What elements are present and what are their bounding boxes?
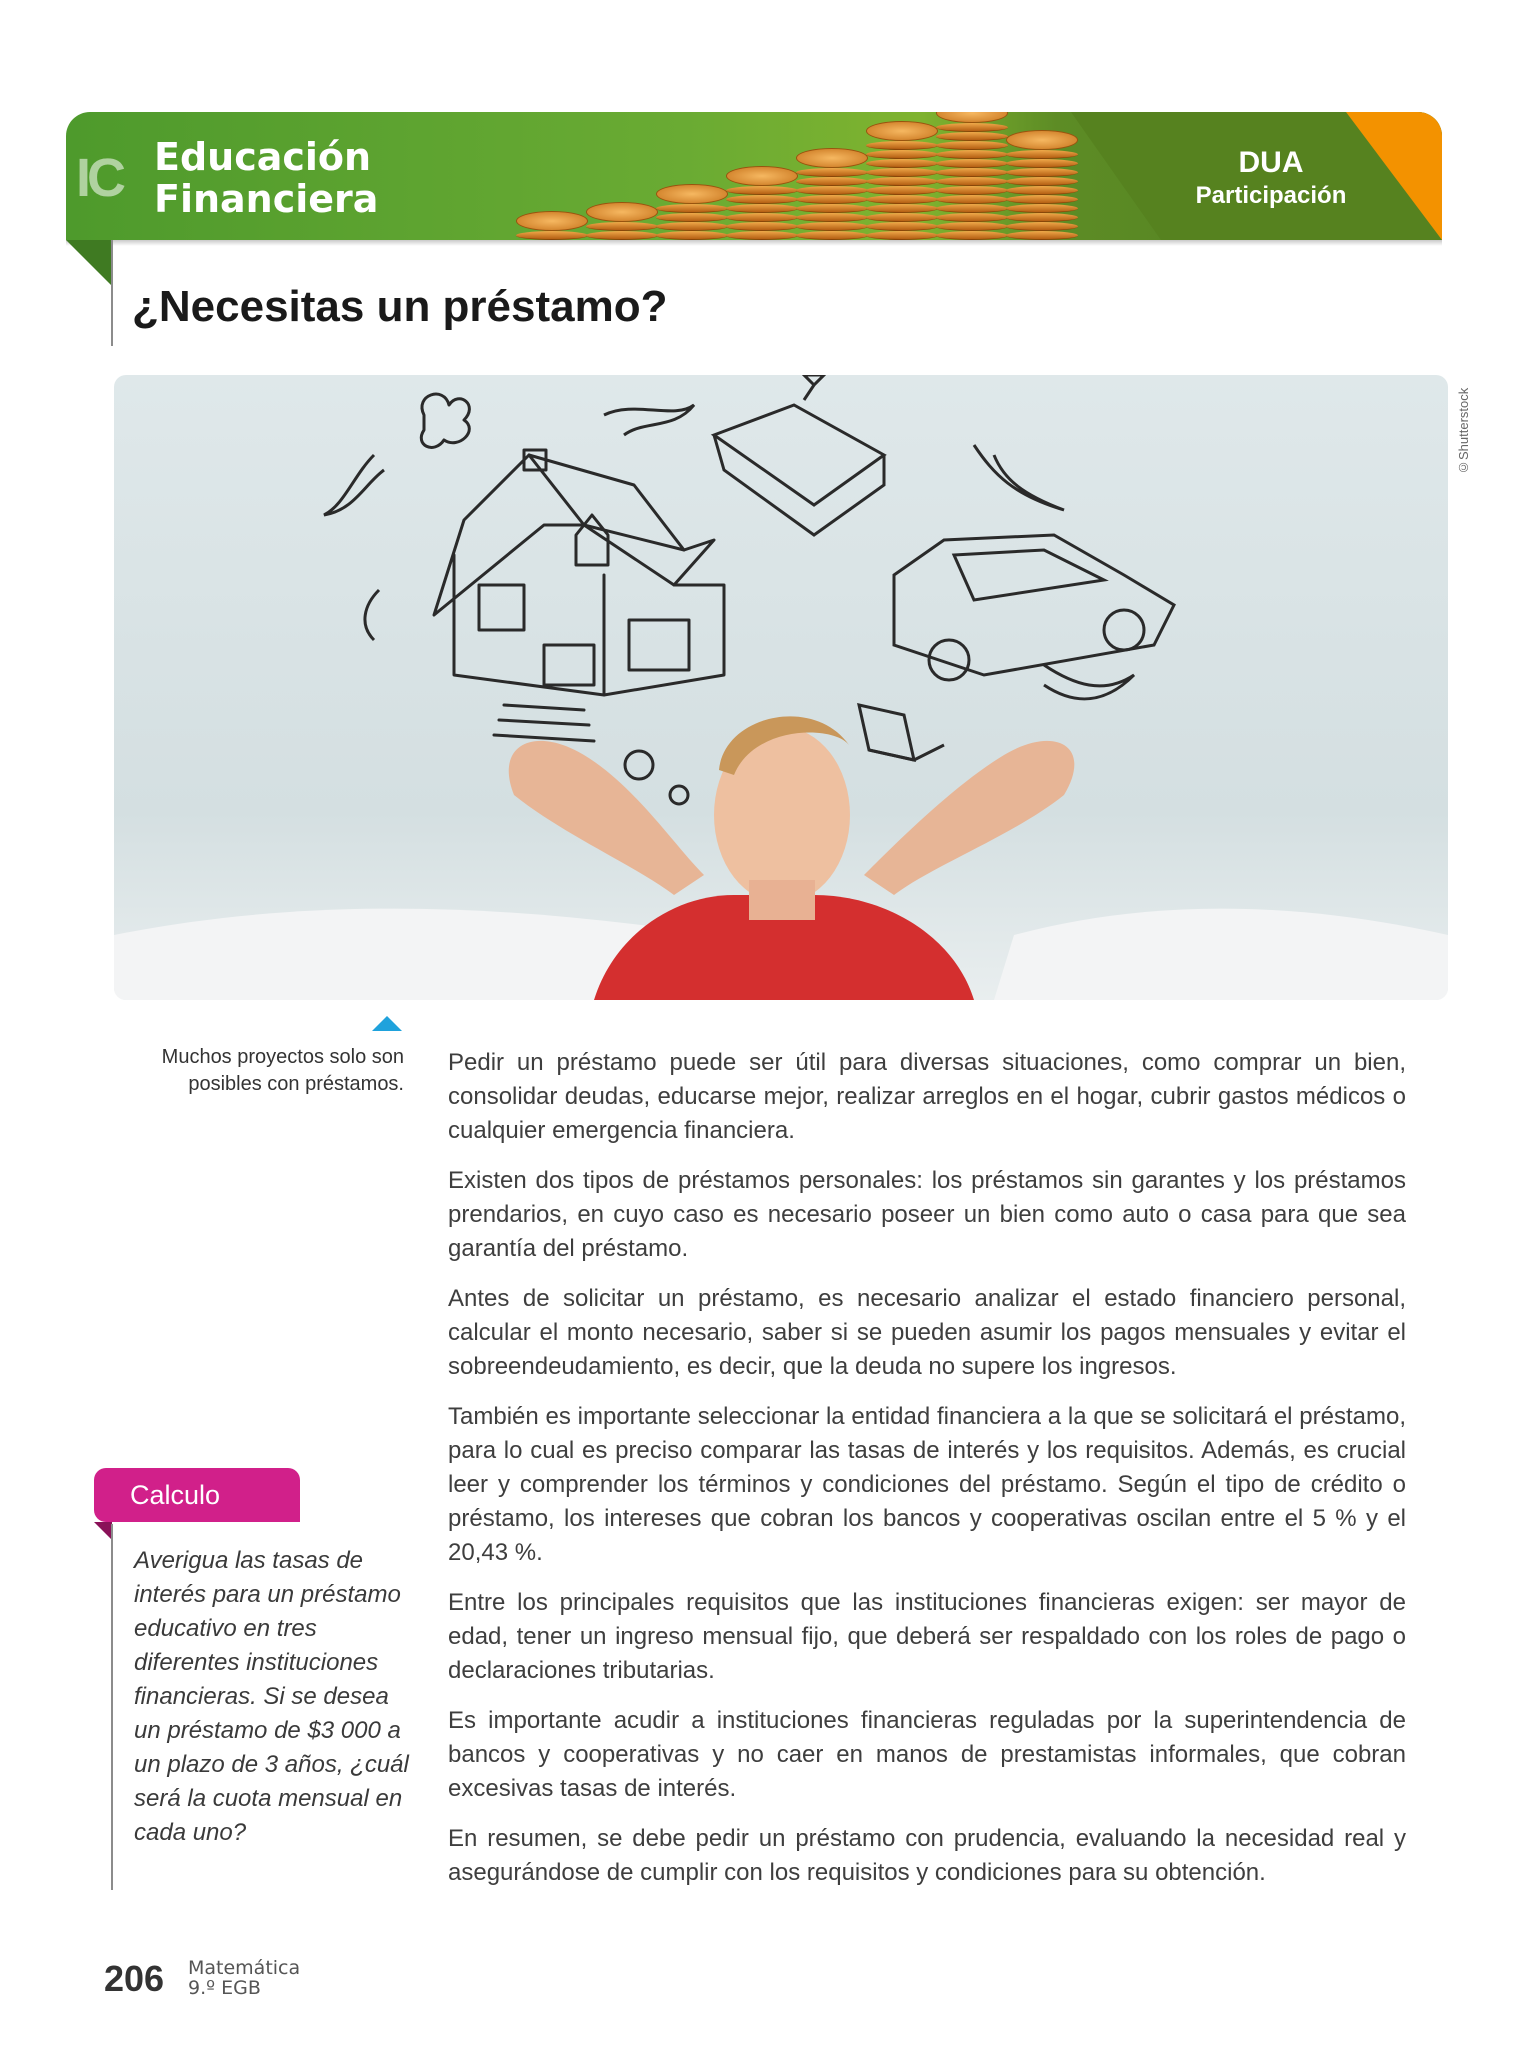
title-rule bbox=[111, 240, 113, 346]
calculo-label: Calculo bbox=[130, 1480, 221, 1510]
coin-stack bbox=[796, 148, 868, 240]
sofa-sketch bbox=[714, 375, 884, 535]
neck bbox=[749, 880, 815, 920]
coin-stack bbox=[656, 184, 728, 240]
dua-sub-label: Participación bbox=[1195, 182, 1347, 209]
white-cushion-right bbox=[994, 909, 1448, 1000]
header-banner bbox=[66, 112, 1442, 240]
paragraph: Antes de solicitar un préstamo, es necesario analizar el estado financiero personal, calcular el monto necesario, saber si se pueden asumir los pagos mensuales y evitar el sobreendeudamiento, es decir, que la deuda no supere los ingresos. bbox=[448, 1285, 1406, 1380]
page-title: ¿Necesitas un préstamo? bbox=[132, 282, 668, 331]
banner-fold bbox=[66, 240, 111, 285]
steps bbox=[494, 705, 594, 741]
photo-illustration bbox=[114, 375, 1448, 1000]
coin-stack bbox=[866, 121, 938, 240]
photo-caption: Muchos proyectos solo son posibles con préstamos. bbox=[161, 1046, 404, 1095]
house-side bbox=[604, 585, 724, 695]
article-body bbox=[448, 1046, 1406, 1906]
left-arm bbox=[509, 741, 704, 895]
photo-credit: ©Shutterstock bbox=[1456, 387, 1471, 475]
coin-stack bbox=[586, 202, 658, 240]
coin-stack bbox=[516, 211, 588, 240]
paragraph: Es importante acudir a instituciones financieras reguladas por la superintendencia de bancos y cooperativas y no caer en manos de prestamistas informales, que cobran excesivas tasas de interés. bbox=[448, 1707, 1406, 1802]
paragraph: Entre los principales requisitos que las instituciones financieras exigen: ser mayor de edad, tener un ingreso mensual fijo, que deberá ser respaldado con los roles de pago o declaraciones tributarias. bbox=[448, 1589, 1406, 1684]
coin-stack bbox=[726, 166, 798, 240]
section-title bbox=[154, 136, 378, 220]
calculo-activity-text: Averigua las tasas de interés para un préstamo educativo en tres diferentes instituciones financieras. Si se desea un préstamo de $3 000 a un plazo de 3 años, ¿cuál será la cuota mensual en cada uno? bbox=[134, 1547, 409, 1846]
dua-label: DUA bbox=[1238, 146, 1304, 179]
window-3 bbox=[629, 620, 689, 670]
paragraph: Pedir un préstamo puede ser útil para diversas situaciones, como comprar un bien, consolidar deudas, educarse mejor, realizar arreglos en el hogar, cubrir gastos médicos o cualquier emergencia financiera. bbox=[448, 1049, 1406, 1144]
dreaming-man-photo bbox=[114, 375, 1448, 1000]
coin-stack bbox=[936, 112, 1008, 240]
section-title-line2: Financiera bbox=[154, 177, 379, 221]
calculo-tab-fold bbox=[94, 1522, 112, 1540]
subject-name: Matemática bbox=[188, 1957, 301, 1979]
subject-label bbox=[188, 1958, 300, 1998]
sidebar-rule bbox=[111, 1524, 113, 1890]
smoke-cloud bbox=[421, 394, 469, 447]
ic-logo: IC bbox=[76, 148, 122, 208]
grade-name: 9.º EGB bbox=[188, 1977, 261, 1999]
banner-shadow bbox=[66, 240, 1442, 246]
house-wall bbox=[454, 555, 604, 695]
paragraph: También es importante seleccionar la entidad financiera a la que se solicitará el préstamo, para lo cual es preciso comparar las tasas de interés y los requisitos. Además, es crucial leer y comprender los términos y condiciones del préstamo. Según el tipo de crédito o préstamo, los intereses que cobran los bancos y cooperativas oscilan entre el 5 % y el 20,43 %. bbox=[448, 1403, 1406, 1566]
section-title-line1: Educación bbox=[154, 135, 372, 179]
paragraph: En resumen, se debe pedir un préstamo con prudencia, evaluando la necesidad real y asegurándose de cumplir con los requisitos y condiciones para su obtención. bbox=[448, 1825, 1406, 1886]
paragraph: Existen dos tipos de préstamos personales: los préstamos sin garantes y los préstamos prendarios, en cuyo caso es necesario poseer un bien como auto o casa para que sea garantía del préstamo. bbox=[448, 1167, 1406, 1262]
caption-pointer-icon bbox=[372, 1016, 402, 1031]
laptop-sketch bbox=[859, 705, 944, 760]
car-sketch bbox=[894, 535, 1174, 680]
right-arm bbox=[864, 741, 1074, 895]
coin-stack bbox=[1006, 130, 1078, 240]
window-1 bbox=[479, 585, 524, 630]
window-2 bbox=[544, 645, 594, 685]
page-number: 206 bbox=[104, 1958, 165, 1999]
coin-stacks-illustration bbox=[516, 112, 1096, 240]
roof-left bbox=[434, 455, 584, 615]
